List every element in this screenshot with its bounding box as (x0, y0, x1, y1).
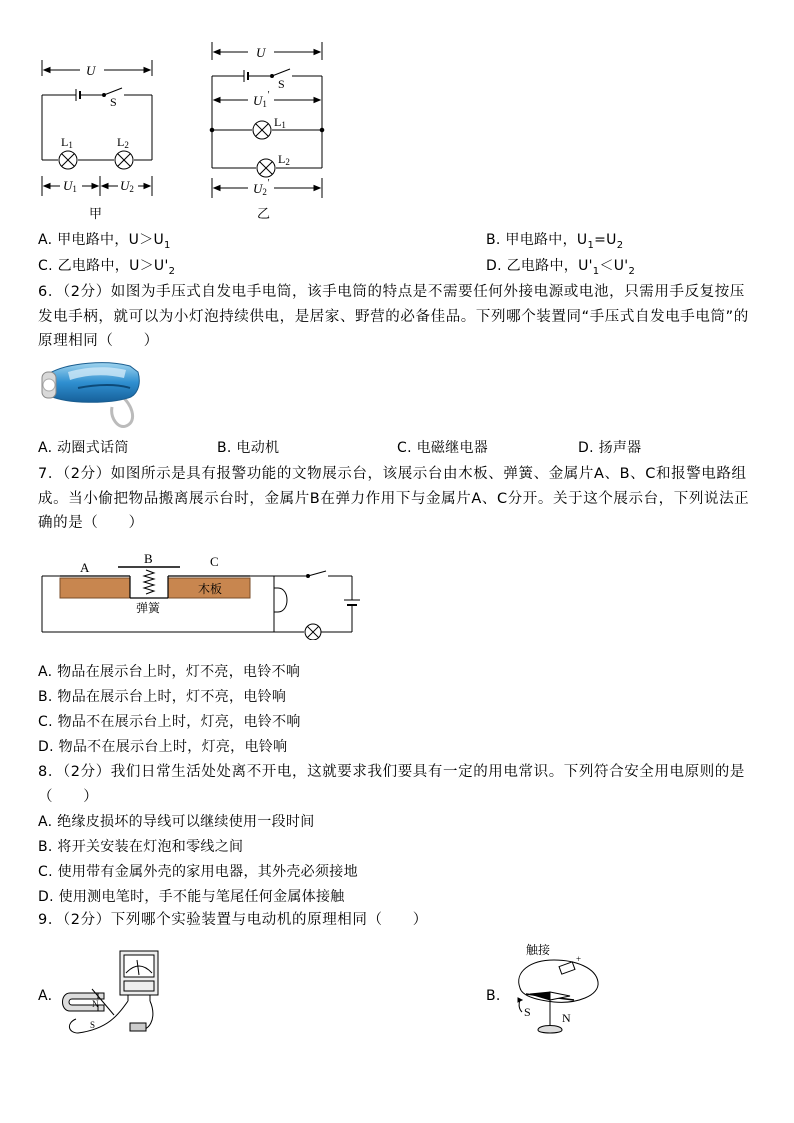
q8-option-d[interactable]: D. 使用测电笔时，手不能与笔尾任何金属体接触 (38, 889, 345, 905)
label-U2-prime: U2′ (253, 178, 270, 197)
label-S: S (90, 1020, 96, 1030)
q5-option-b[interactable]: B. 甲电路中，$U_1=U_2$ (486, 232, 624, 251)
q8-option-c[interactable]: C. 使用带有金属外壳的家用电器，其外壳必须接地 (38, 864, 358, 880)
label-S: S (524, 1005, 531, 1019)
q7-option-c[interactable]: C. 物品不在展示台上时，灯亮，电铃不响 (38, 714, 301, 730)
label-spring: 弹簧 (136, 601, 161, 615)
q5-option-c[interactable]: C. 乙电路中，$U>U'_2$ (38, 258, 176, 277)
circuit-yi-diagram (198, 38, 338, 223)
q6-option-a[interactable]: A. 动圈式话筒 (38, 440, 129, 456)
label-A: A (80, 560, 90, 575)
hand-crank-flashlight-image (38, 352, 168, 430)
oersted-experiment-image (506, 938, 606, 1048)
display-stand-alarm-diagram (38, 548, 368, 640)
label-U: U (86, 63, 96, 78)
q9-option-a[interactable]: A. (38, 988, 53, 1004)
label-U1: U1 (63, 178, 77, 194)
label-C: C (210, 554, 219, 569)
q7-option-d[interactable]: D. 物品不在展示台上时，灯亮，电铃响 (38, 739, 288, 755)
label-L1: L1 (61, 135, 73, 150)
label-U: U (256, 45, 266, 60)
label-L2: L2 (117, 135, 129, 150)
label-U1-prime: U1′ (253, 90, 270, 109)
label-S: S (110, 95, 117, 109)
label-L1: L1 (274, 115, 286, 130)
label-touch: 触接 (526, 943, 551, 957)
label-U2: U2 (120, 178, 134, 194)
q8-stem: 8．（2分）我们日常生活处处离不开电，这就要求我们要具有一定的用电常识。下列符合安全用电原则的是（ ） (38, 764, 745, 805)
q9-stem: 9．（2分）下列哪个实验装置与电动机的原理相同（ ） (38, 912, 428, 928)
q6-option-b[interactable]: B. 电动机 (217, 440, 280, 456)
label-board: 木板 (198, 582, 223, 596)
circuit-jia-diagram (30, 38, 165, 223)
label-plus: + (576, 954, 582, 964)
q6-option-d[interactable]: D. 扬声器 (578, 440, 642, 456)
q6-stem: 6．（2分）如图为手压式自发电手电筒，该手电筒的特点是不需要任何外接电源或电池，只需用手反复按压发电手柄，就可以为小灯泡持续供电，是居家、野营的必备佳品。下列哪个装置同“手压式自发电手电筒”的原理相同（ ） (38, 284, 749, 349)
caption-jia: 甲 (89, 207, 103, 222)
q8-option-b[interactable]: B. 将开关安装在灯泡和零线之间 (38, 839, 244, 855)
caption-yi: 乙 (257, 207, 271, 222)
q7-option-b[interactable]: B. 物品在展示台上时，灯不亮，电铃响 (38, 689, 287, 705)
q9-option-b[interactable]: B. (486, 988, 501, 1004)
label-S: S (278, 77, 285, 91)
q5-option-a[interactable]: A. 甲电路中，$U>U_1$ (38, 232, 171, 251)
q7-option-a[interactable]: A. 物品在展示台上时，灯不亮，电铃不响 (38, 664, 301, 680)
label-N: N (92, 999, 99, 1009)
q6-option-c[interactable]: C. 电磁继电器 (397, 440, 489, 456)
q8-option-a[interactable]: A. 绝缘皮损坏的导线可以继续使用一段时间 (38, 814, 315, 830)
q5-option-d[interactable]: D. 乙电路中，$U'_1<U'_2$ (486, 258, 636, 277)
q7-stem: 7．（2分）如图所示是具有报警功能的文物展示台，该展示台由木板、弹簧、金属片A、B、C和报警电路组成。当小偷把物品搬离展示台时，金属片B在弹力作用下与金属片A、C分开。关于这个展示台，下列说法正确的是（ ） (38, 466, 750, 531)
generator-experiment-image (58, 945, 178, 1040)
label-N: N (562, 1011, 571, 1025)
label-B: B (144, 551, 153, 566)
label-L2: L2 (278, 152, 290, 167)
